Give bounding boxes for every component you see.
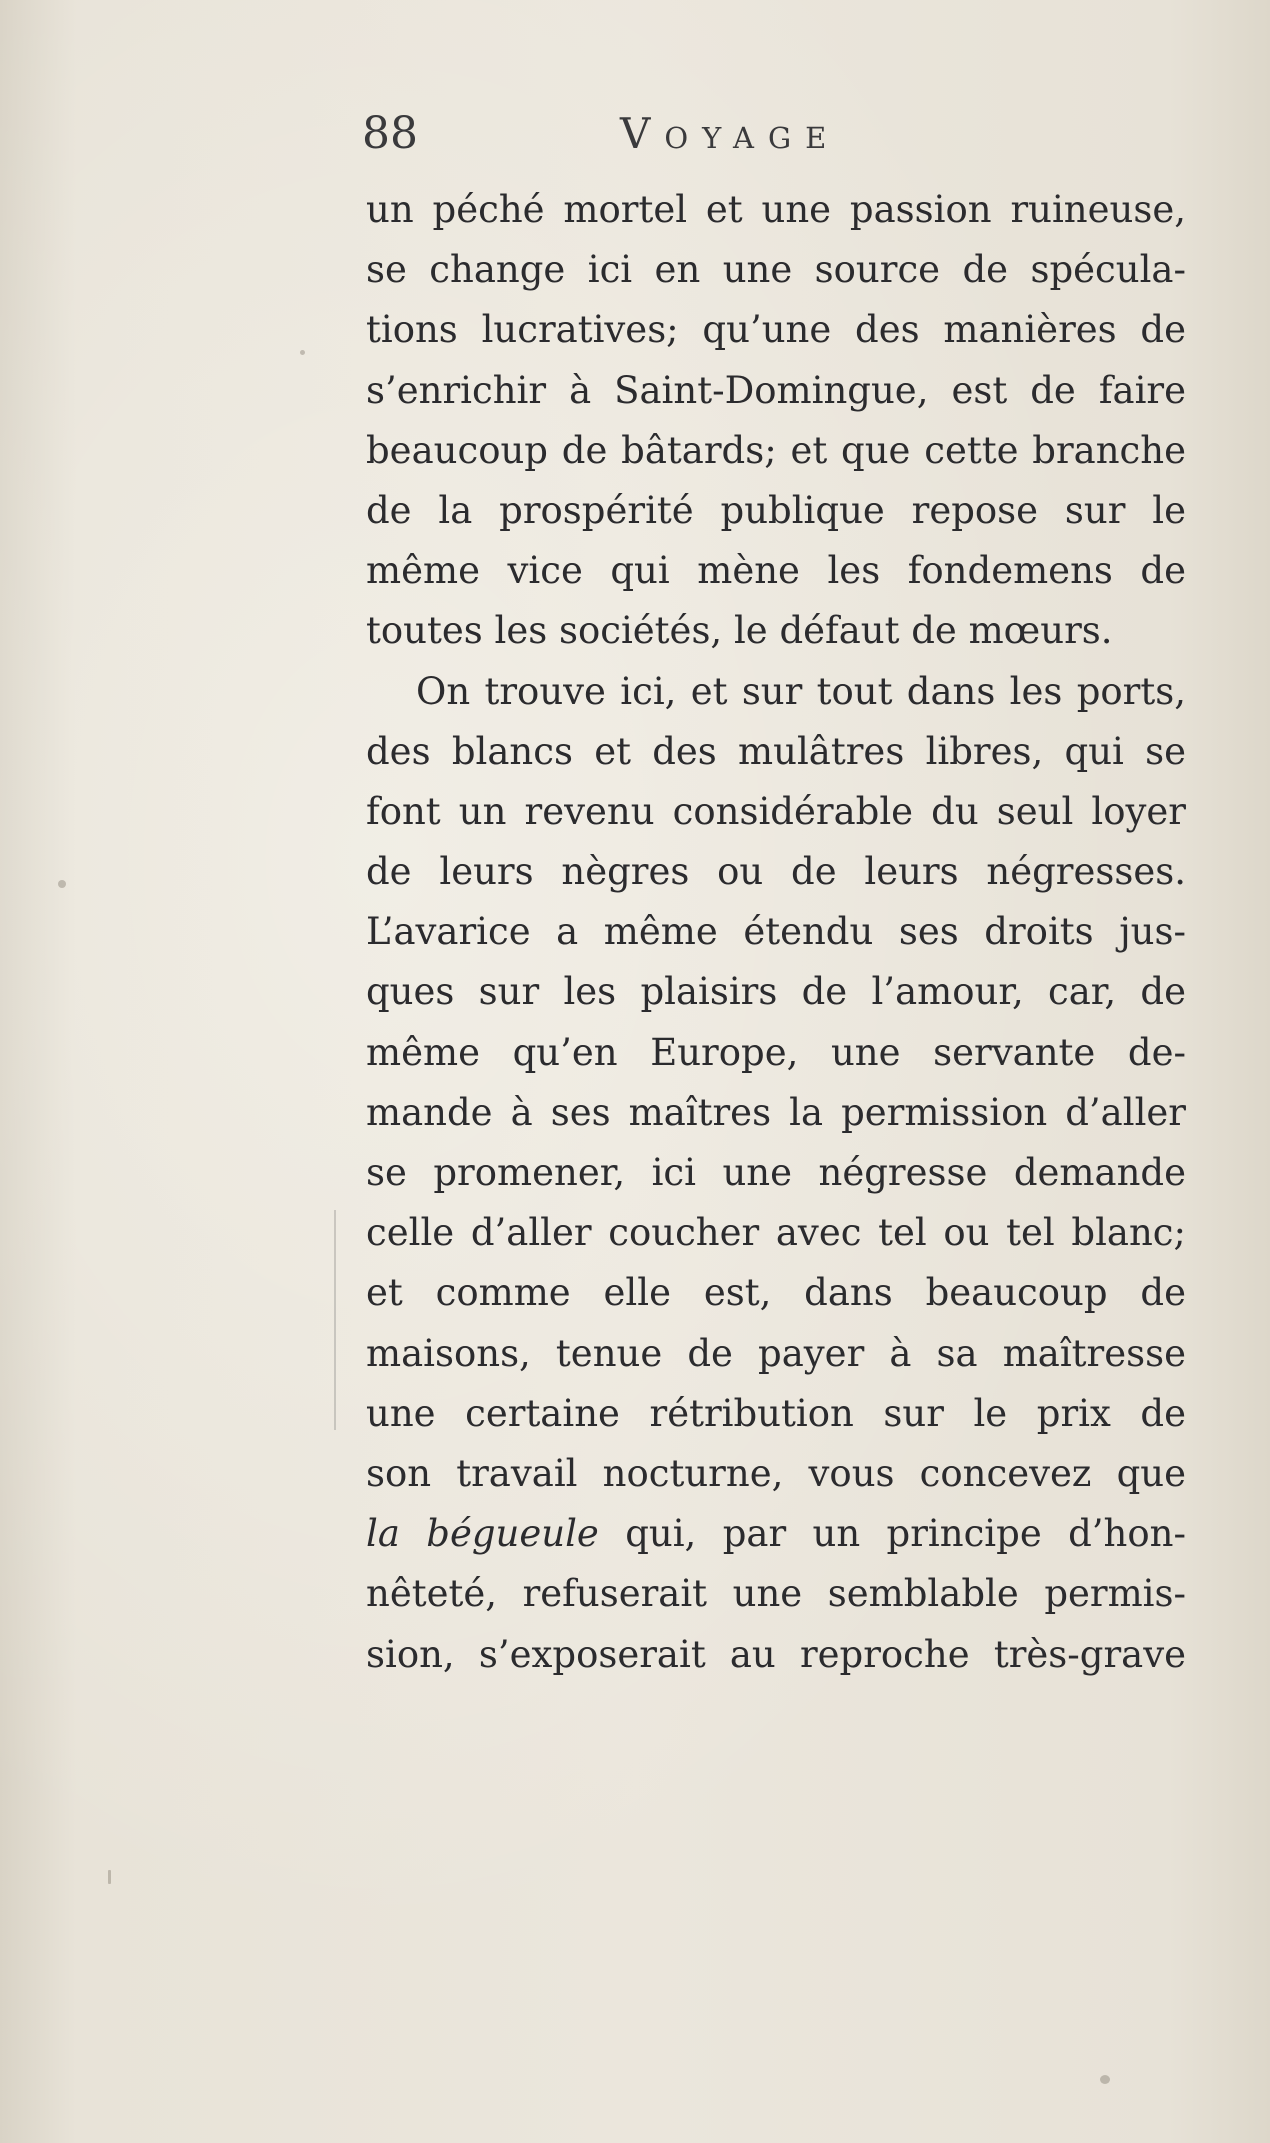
running-head: Voyage bbox=[620, 109, 841, 158]
text-line: se promener, ici une négresse demande bbox=[366, 1151, 1186, 1194]
margin-pencil-mark bbox=[334, 1210, 336, 1430]
text-line: beaucoup de bâtards; et que cette branche bbox=[366, 428, 1186, 472]
text-line-with-italic bbox=[366, 1504, 1186, 1564]
text-line: un péché mortel et une passion ruineuse, bbox=[366, 188, 1186, 231]
text-line: maisons, tenue de payer à sa maîtresse bbox=[366, 1331, 1186, 1375]
text-line: s’enrichir à Saint-Domingue, est de faire bbox=[366, 368, 1186, 412]
page-number: 88 bbox=[362, 108, 418, 159]
text-line: font un revenu considérable du seul loyer bbox=[366, 789, 1186, 833]
text-segment: qui, par un principe d’hon- bbox=[598, 1512, 1186, 1556]
text-line: L’avarice a même étendu ses droits jus- bbox=[366, 910, 1186, 954]
text-line: toutes les sociétés, le défaut de mœurs. bbox=[366, 609, 1113, 653]
paper-speck bbox=[1100, 2075, 1110, 2084]
text-line: même qu’en Europe, une servante de- bbox=[366, 1030, 1186, 1074]
text-line: de la prospérité publique repose sur le bbox=[366, 488, 1186, 532]
text-line: de leurs nègres ou de leurs négresses. bbox=[366, 850, 1186, 894]
body-text bbox=[366, 180, 1186, 1685]
text-line: celle d’aller coucher avec tel ou tel blanc; bbox=[366, 1211, 1186, 1255]
text-line: tions lucratives; qu’une des manières de bbox=[366, 308, 1186, 352]
italic-term: la bégueule bbox=[366, 1512, 599, 1556]
page-header bbox=[362, 104, 1182, 164]
text-line: sion, s’exposerait au reproche très-grave bbox=[366, 1632, 1186, 1676]
paper-speck bbox=[108, 1870, 111, 1884]
text-line: et comme elle est, dans beaucoup de bbox=[366, 1271, 1186, 1315]
paper-speck bbox=[300, 350, 305, 355]
text-line: mande à ses maîtres la permission d’aller bbox=[366, 1090, 1186, 1134]
text-line: des blancs et des mulâtres libres, qui se bbox=[366, 729, 1186, 773]
text-line: son travail nocturne, vous concevez que bbox=[366, 1451, 1186, 1495]
text-line: une certaine rétribution sur le prix de bbox=[366, 1391, 1186, 1435]
paragraph-start-line: On trouve ici, et sur tout dans les ports, bbox=[416, 669, 1186, 713]
text-line: ques sur les plaisirs de l’amour, car, de bbox=[366, 970, 1186, 1014]
text-line: même vice qui mène les fondemens de bbox=[366, 549, 1186, 593]
text-line: se change ici en une source de spécula- bbox=[366, 248, 1186, 292]
paper-speck bbox=[58, 880, 66, 888]
text-line: nêteté, refuserait une semblable permis- bbox=[366, 1572, 1186, 1616]
